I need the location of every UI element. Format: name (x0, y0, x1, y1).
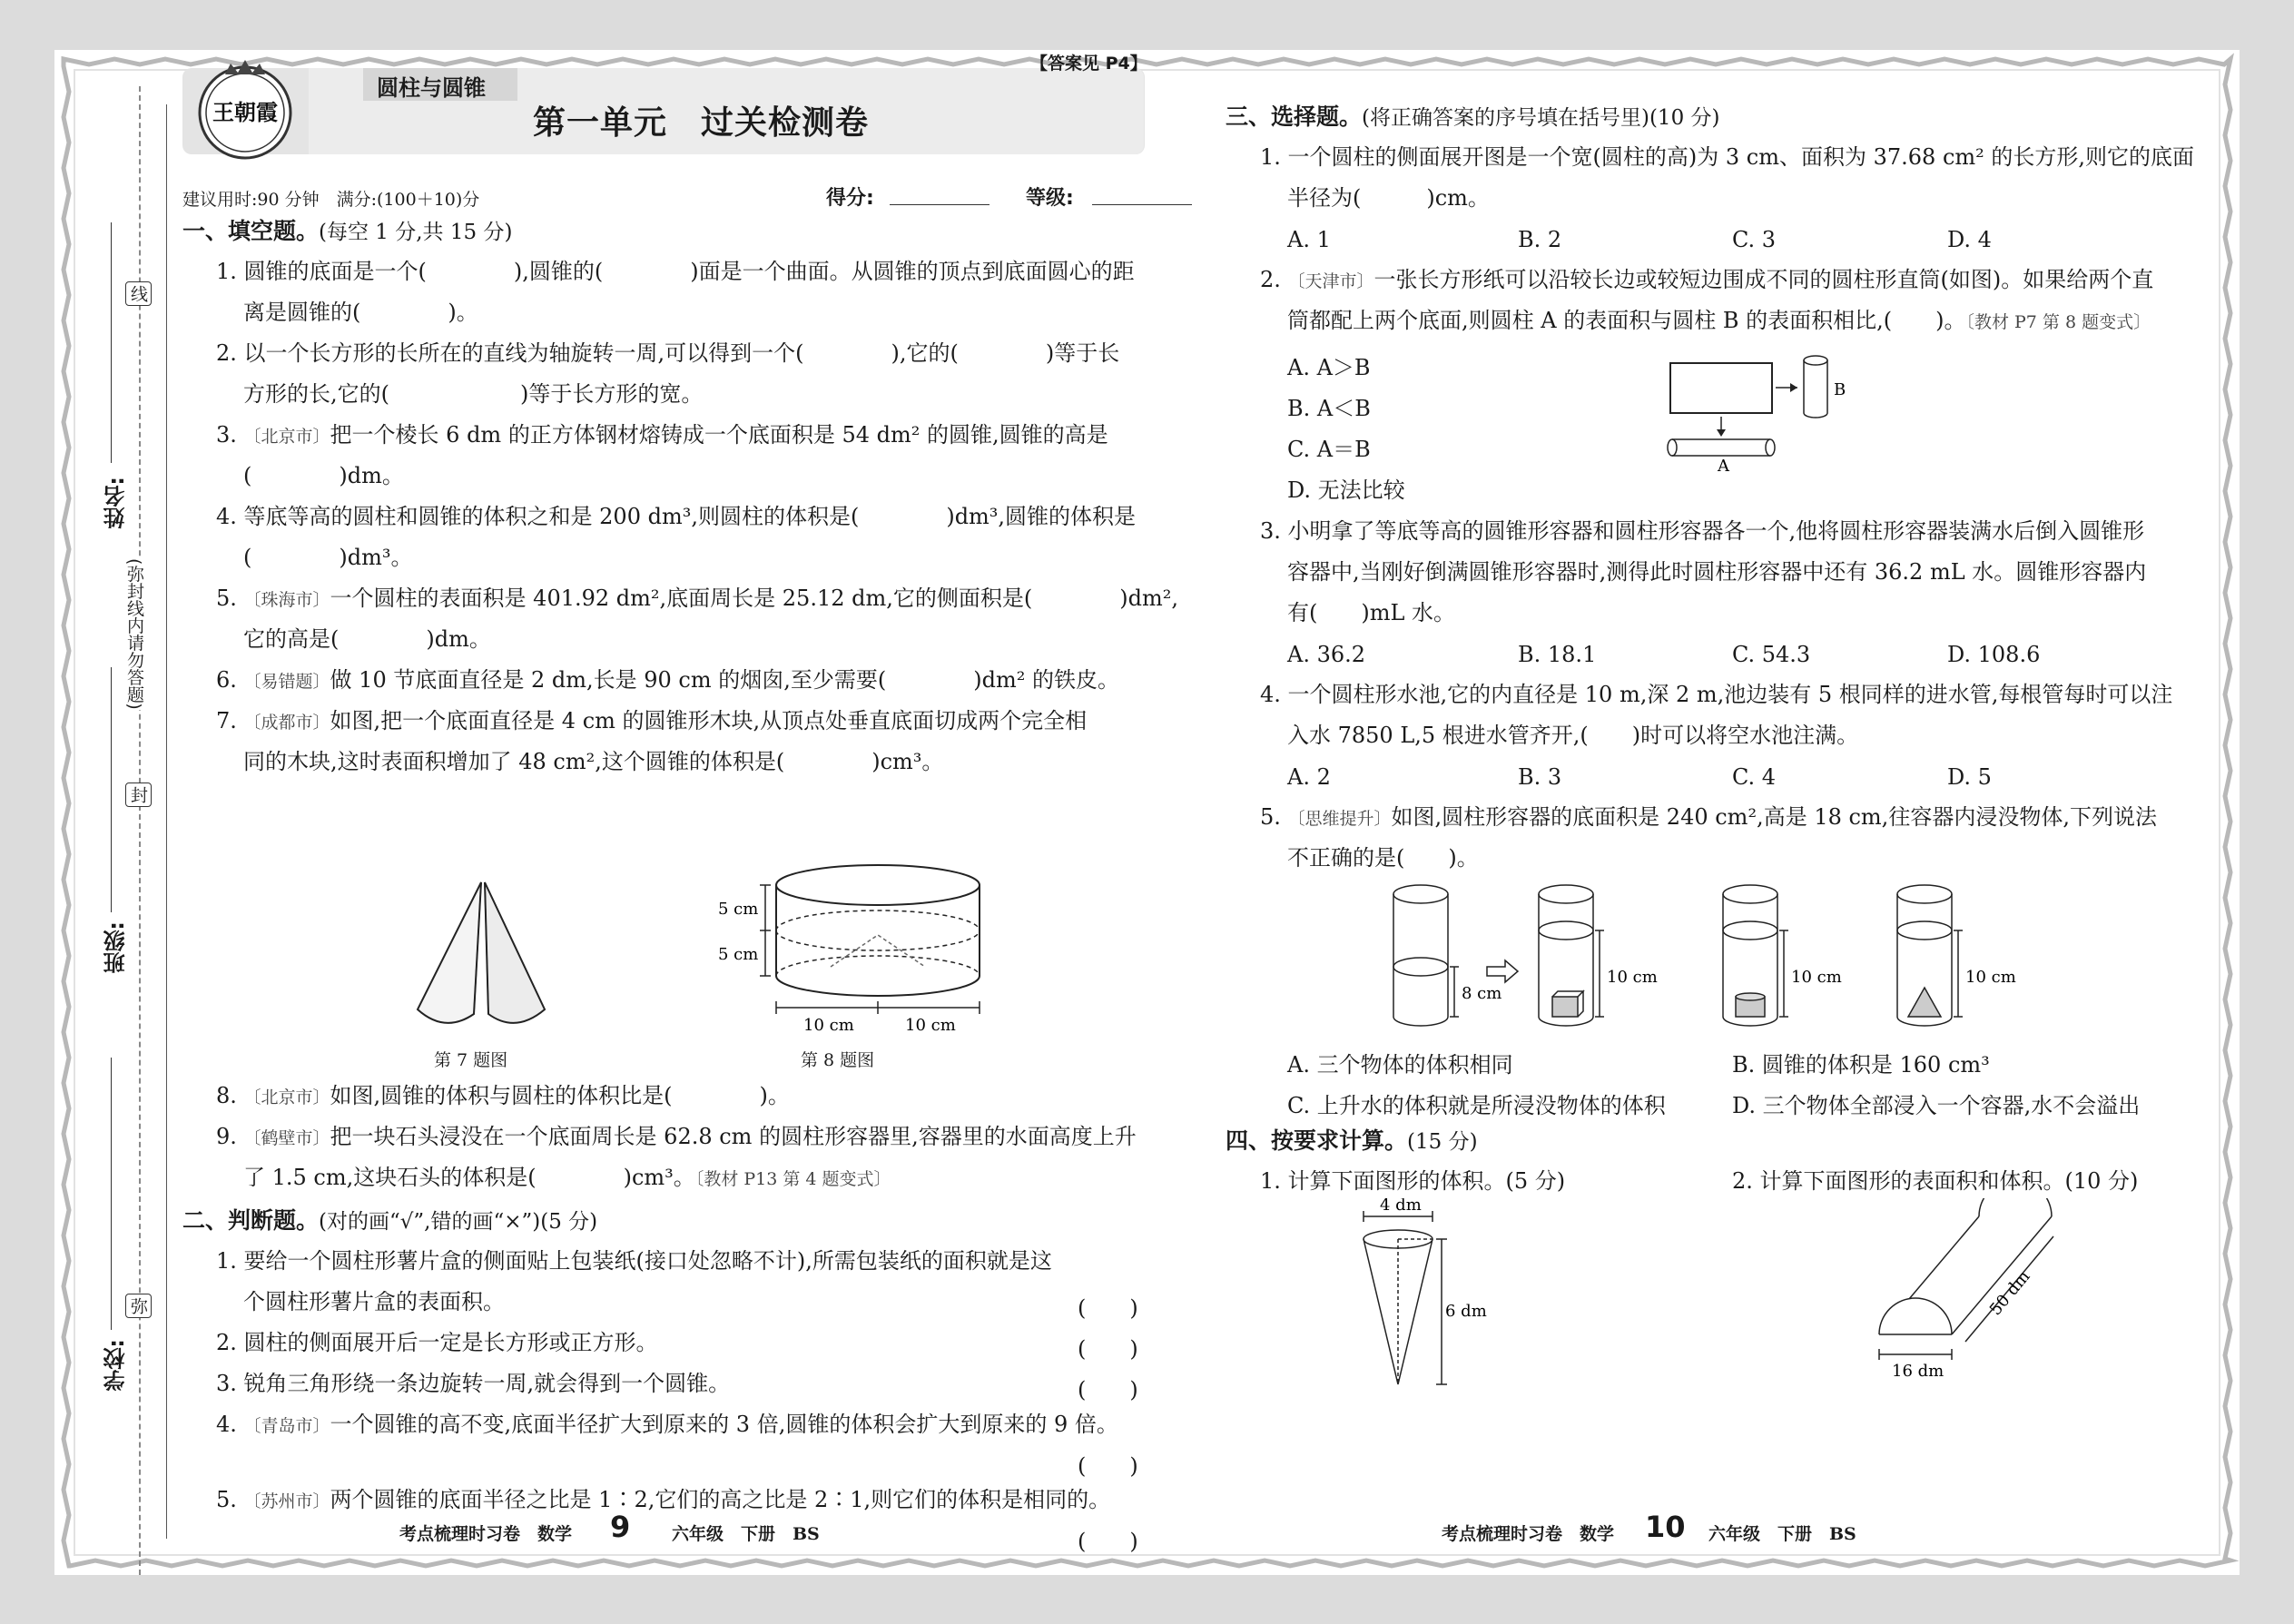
worksheet-page (54, 50, 2240, 1575)
j1-line2: 个圆柱形薯片盒的表面积。 (243, 1289, 505, 1314)
fig8-w1: 10 cm (803, 1016, 854, 1035)
c5-option-b[interactable]: B. 圆锥的体积是 160 cm³ (1732, 1052, 1990, 1078)
publisher-logo (191, 54, 300, 163)
q6-line1: 6. 〔易错题〕做 10 节底面直径是 2 dm,长是 90 cm 的烟囱,至少需要( )dm² 的铁皮。 (216, 667, 1119, 693)
k2-figure-half-cylinder (1825, 1198, 2061, 1398)
c5-option-a[interactable]: A. 三个物体的体积相同 (1287, 1052, 1513, 1078)
footer-right-series: 考点梳理时习卷 数学 (1442, 1524, 1615, 1544)
seal-mark-seal: 封 (125, 782, 152, 807)
q2-line2: 方形的长,它的( )等于长方形的宽。 (243, 381, 704, 407)
page-number-right: 10 (1645, 1510, 1686, 1544)
answer-ref: 【答案见 P4】 (1030, 54, 1147, 74)
c2-fig-label-b: B (1834, 380, 1846, 399)
c2-line1: 2. 〔天津市〕一张长方形纸可以沿较长边或较短边围成不同的圆柱形直筒(如图)。如果给两个直 (1260, 267, 2154, 292)
c4-option-a[interactable]: A. 2 (1287, 764, 1331, 790)
c1-option-d[interactable]: D. 4 (1947, 227, 1992, 252)
q8-line1: 8. 〔北京市〕如图,圆锥的体积与圆柱的体积比是( )。 (216, 1083, 790, 1108)
j1-line1: 1. 要给一个圆柱形薯片盒的侧面贴上包装纸(接口处忽略不计),所需包装纸的面积就是这 (216, 1248, 1052, 1274)
c2-fig-label-a: A (1718, 457, 1729, 472)
c2-option-d[interactable]: D. 无法比较 (1287, 477, 1405, 503)
c1-line2: 半径为( )cm。 (1287, 185, 1490, 211)
q4-line2: ( )dm³。 (243, 545, 413, 570)
c4-line1: 4. 一个圆柱形水池,它的内直径是 10 m,深 2 m,池边装有 5 根同样的进水管,每根管每时可以注 (1260, 682, 2173, 707)
j1-answer[interactable]: ( ) (1078, 1295, 1138, 1321)
c5-figure-containers (1389, 881, 2079, 1039)
c5-fig-h2: 10 cm (1791, 968, 1842, 987)
k2-diameter-label: 16 dm (1892, 1362, 1944, 1381)
c3-option-b[interactable]: B. 18.1 (1518, 642, 1597, 667)
c5-fig-h3: 10 cm (1965, 968, 2016, 987)
school-label: 学校: (103, 1339, 129, 1392)
c4-option-c[interactable]: C. 4 (1732, 764, 1777, 790)
c3-line2: 容器中,当刚好倒满圆锥形容器时,测得此时圆柱形容器中还有 36.2 mL 水。圆锥形容器内 (1287, 559, 2147, 585)
time-info: 建议用时:90 分钟 满分:(100＋10)分 (182, 190, 480, 210)
q3-line2: ( )dm。 (243, 463, 404, 488)
k1-top-label: 4 dm (1380, 1198, 1422, 1215)
footer-left-grade: 六年级 下册 BS (672, 1524, 820, 1544)
c4-option-b[interactable]: B. 3 (1518, 764, 1562, 790)
c5-line2: 不正确的是( )。 (1287, 845, 1479, 871)
binding-line-dashed (139, 86, 141, 1575)
c4-line2: 入水 7850 L,5 根进水管齐开,( )时可以将空水池注满。 (1287, 723, 1859, 748)
c3-line3: 有( )mL 水。 (1287, 600, 1456, 625)
c1-option-a[interactable]: A. 1 (1287, 227, 1331, 252)
school-field (100, 1339, 132, 1392)
class-field (100, 921, 132, 974)
c1-line1: 1. 一个圆柱的侧面展开图是一个宽(圆柱的高)为 3 cm、面积为 37.68 cm² 的长方形,则它的底面 (1260, 144, 2195, 170)
k1-text: 1. 计算下面图形的体积。(5 分) (1260, 1168, 1566, 1194)
j2-answer[interactable]: ( ) (1078, 1336, 1138, 1362)
q7-line1: 7. 〔成都市〕如图,把一个底面直径是 4 cm 的圆锥形木块,从顶点处垂直底面切成两个完全相 (216, 708, 1088, 733)
seal-mark-line: 线 (125, 281, 152, 306)
c3-option-c[interactable]: C. 54.3 (1732, 642, 1811, 667)
fig8-caption: 第 8 题图 (801, 1050, 875, 1070)
fig7-split-cone (409, 878, 554, 1041)
name-label: 姓名: (103, 477, 129, 529)
k2-length-label: 50 dm (1985, 1266, 2034, 1320)
score-label: 得分: (826, 187, 874, 210)
c2-option-b[interactable]: B. A＜B (1287, 396, 1371, 421)
grade-blank[interactable] (1092, 204, 1192, 205)
c3-option-d[interactable]: D. 108.6 (1947, 642, 2041, 667)
class-line[interactable] (111, 667, 112, 912)
j2-line: 2. 圆柱的侧面展开后一定是长方形或正方形。 (216, 1330, 658, 1355)
score-blank[interactable] (890, 204, 989, 205)
k1-figure-cone (1344, 1198, 1507, 1398)
c5-fig-h1: 10 cm (1607, 968, 1658, 987)
logo-text: 王朝霞 (212, 99, 278, 125)
grade-label: 等级: (1026, 187, 1074, 210)
q1-line2: 离是圆锥的( )。 (243, 300, 478, 325)
c4-option-d[interactable]: D. 5 (1947, 764, 1992, 790)
j4-line: 4. 〔青岛市〕一个圆锥的高不变,底面半径扩大到原来的 3 倍,圆锥的体积会扩大到原来的 9 倍。 (216, 1412, 1118, 1437)
binding-line-solid (166, 104, 167, 1539)
q9-line1: 9. 〔鹤壁市〕把一块石头浸没在一个底面周长是 62.8 cm 的圆柱形容器里,容器里的水面高度上升 (216, 1124, 1137, 1149)
c3-option-a[interactable]: A. 36.2 (1287, 642, 1366, 667)
q1-line1: 1. 圆锥的底面是一个( ),圆锥的( )面是一个曲面。从圆锥的顶点到底面圆心的距 (216, 259, 1135, 284)
j4-answer[interactable]: ( ) (1078, 1453, 1138, 1479)
c2-option-a[interactable]: A. A＞B (1287, 355, 1371, 380)
q9-line2: 了 1.5 cm,这块石头的体积是( )cm³。〔教材 P13 第 4 题变式〕 (243, 1165, 891, 1190)
c1-option-c[interactable]: C. 3 (1732, 227, 1777, 252)
c3-line1: 3. 小明拿了等底等高的圆锥形容器和圆柱形容器各一个,他将圆柱形容器装满水后倒入圆锥形 (1260, 518, 2145, 544)
q5-line2: 它的高是( )dm。 (243, 626, 491, 652)
fig8-h2: 5 cm (718, 945, 759, 964)
j3-answer[interactable]: ( ) (1078, 1377, 1138, 1403)
footer-right-grade: 六年级 下册 BS (1708, 1524, 1856, 1544)
footer-left-series: 考点梳理时习卷 数学 (399, 1524, 573, 1544)
section-calculation: 四、按要求计算。(15 分) (1226, 1127, 1478, 1154)
k2-text: 2. 计算下面图形的表面积和体积。(10 分) (1732, 1168, 2139, 1194)
j5-line: 5. 〔苏州市〕两个圆锥的底面半径之比是 1∶2,它们的高之比是 2∶1,则它们的体积是相同的。 (216, 1487, 1111, 1512)
j3-line: 3. 锐角三角形绕一条边旋转一周,就会得到一个圆锥。 (216, 1371, 731, 1396)
fig8-h1: 5 cm (718, 900, 759, 919)
q2-line1: 2. 以一个长方形的长所在的直线为轴旋转一周,可以得到一个( ),它的( )等于长 (216, 340, 1120, 366)
section-true-false: 二、判断题。(对的画“√”,错的画“×”)(5 分) (182, 1207, 598, 1234)
q3-line1: 3. 〔北京市〕把一个棱长 6 dm 的正方体钢材熔铸成一个底面积是 54 dm² 的圆锥,圆锥的高是 (216, 422, 1108, 448)
c2-option-c[interactable]: C. A＝B (1287, 437, 1371, 462)
k1-height-label: 6 dm (1445, 1302, 1487, 1321)
class-label: 班级: (103, 921, 129, 974)
c2-figure-paper-rolls (1661, 349, 1915, 472)
c2-line2: 筒都配上两个底面,则圆柱 A 的表面积与圆柱 B 的表面积相比,( )。〔教材 P7 第 8 题变式〕 (1287, 308, 2151, 333)
q4-line1: 4. 等底等高的圆柱和圆锥的体积之和是 200 dm³,则圆柱的体积是( )dm³,圆锥的体积是 (216, 504, 1137, 529)
fig8-cylinder-cone (713, 858, 1003, 1039)
c1-option-b[interactable]: B. 2 (1518, 227, 1562, 252)
section-multiple-choice: 三、选择题。(将正确答案的序号填在括号里)(10 分) (1226, 103, 1720, 130)
c5-fig-h0: 8 cm (1462, 984, 1502, 1003)
fig7-caption: 第 7 题图 (434, 1050, 508, 1070)
c5-option-c[interactable]: C. 上升水的体积就是所浸没物体的体积 (1287, 1093, 1666, 1118)
name-field (100, 477, 129, 529)
name-line[interactable] (111, 222, 112, 463)
q5-line1: 5. 〔珠海市〕一个圆柱的表面积是 401.92 dm²,底面周长是 25.12 dm,它的侧面积是( )dm², (216, 586, 1178, 611)
school-line[interactable] (111, 1058, 112, 1330)
page-title: 第一单元 过关检测卷 (533, 104, 870, 142)
section-fill-blank: 一、填空题。(每空 1 分,共 15 分) (182, 218, 513, 244)
c5-line1: 5. 〔思维提升〕如图,圆柱形容器的底面积是 240 cm²,高是 18 cm,往容器内浸没物体,下列说法 (1260, 804, 2157, 830)
c5-option-d[interactable]: D. 三个物体全部浸入一个容器,水不会溢出 (1732, 1093, 2141, 1118)
j5-answer[interactable]: ( ) (1078, 1529, 1138, 1554)
page-number-left: 9 (610, 1510, 631, 1544)
q7-line2: 同的木块,这时表面积增加了 48 cm²,这个圆锥的体积是( )cm³。 (243, 749, 944, 774)
fig8-w2: 10 cm (905, 1016, 956, 1035)
seal-warning: (弥封线内请勿答题) (123, 558, 147, 710)
seal-mark-mi: 弥 (125, 1294, 152, 1318)
topic-label: 圆柱与圆锥 (377, 75, 486, 101)
